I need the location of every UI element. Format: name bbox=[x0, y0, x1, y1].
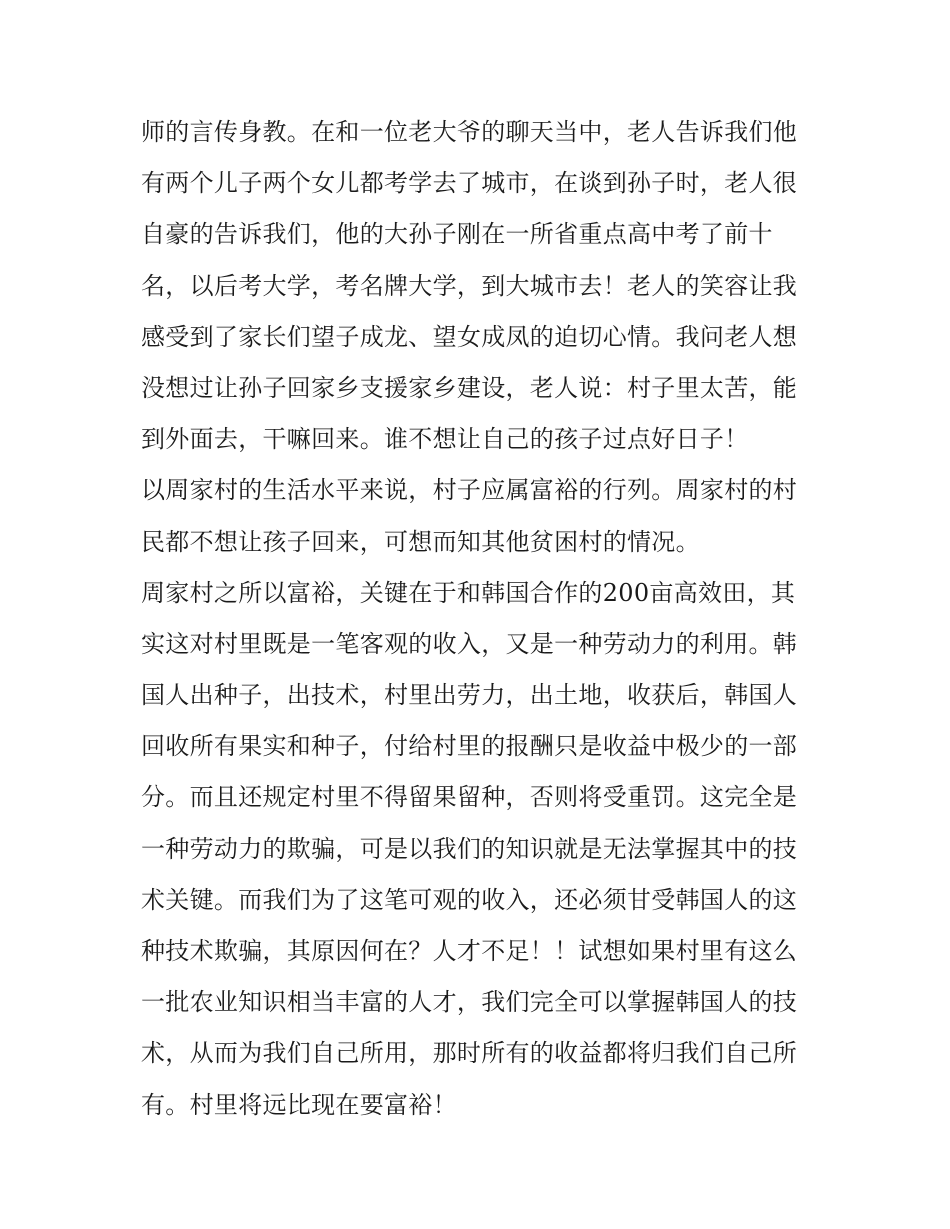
text-line: 实这对村里既是一笔客观的收入，又是一种劳动力的利用。韩 bbox=[141, 629, 798, 658]
text-line: 周家村之所以富裕，关键在于和韩国合作的200亩高效田，其 bbox=[141, 578, 796, 607]
text-line: 种技术欺骗，其原因何在？人才不足！！试想如果村里有这么 bbox=[141, 937, 798, 965]
text-line: 以周家村的生活水平来说，村子应属富裕的行列。周家村的村 bbox=[141, 476, 798, 505]
text-line: 一批农业知识相当丰富的人才，我们完全可以掌握韩国人的技 bbox=[141, 988, 798, 1017]
text-line: 自豪的告诉我们，他的大孙子刚在一所省重点高中考了前十 bbox=[141, 220, 773, 249]
text-line: 有。村里将远比现在要富裕！ bbox=[141, 1090, 457, 1119]
text-line: 民都不想让孩子回来，可想而知其他贫困村的情况。 bbox=[141, 527, 700, 556]
text-line: 有两个儿子两个女儿都考学去了城市，在谈到孙子时，老人很 bbox=[141, 169, 798, 198]
text-line: 术，从而为我们自己所用，那时所有的收益都将归我们自己所 bbox=[141, 1039, 798, 1068]
text-line: 到外面去，干嘛回来。谁不想让自己的孩子过点好日子！ bbox=[141, 425, 749, 454]
text-line: 回收所有果实和种子，付给村里的报酬只是收益中极少的一部 bbox=[141, 732, 798, 761]
text-line: 名，以后考大学，考名牌大学，到大城市去！老人的笑容让我 bbox=[141, 271, 798, 300]
text-line: 分。而且还规定村里不得留果留种，否则将受重罚。这完全是 bbox=[141, 783, 798, 812]
text-line: 没想过让孙子回家乡支援家乡建设，老人说：村子里太苦，能 bbox=[141, 373, 798, 402]
body-text bbox=[141, 107, 821, 1131]
text-line: 一种劳动力的欺骗，可是以我们的知识就是无法掌握其中的技 bbox=[141, 834, 798, 863]
text-line: 感受到了家长们望子成龙、望女成凤的迫切心情。我问老人想 bbox=[141, 322, 798, 351]
text-line: 师的言传身教。在和一位老大爷的聊天当中，老人告诉我们他 bbox=[141, 118, 798, 146]
text-line: 术关键。而我们为了这笔可观的收入，还必须甘受韩国人的这 bbox=[141, 885, 798, 914]
text-line: 国人出种子，出技术，村里出劳力，出土地，收获后，韩国人 bbox=[141, 681, 798, 710]
